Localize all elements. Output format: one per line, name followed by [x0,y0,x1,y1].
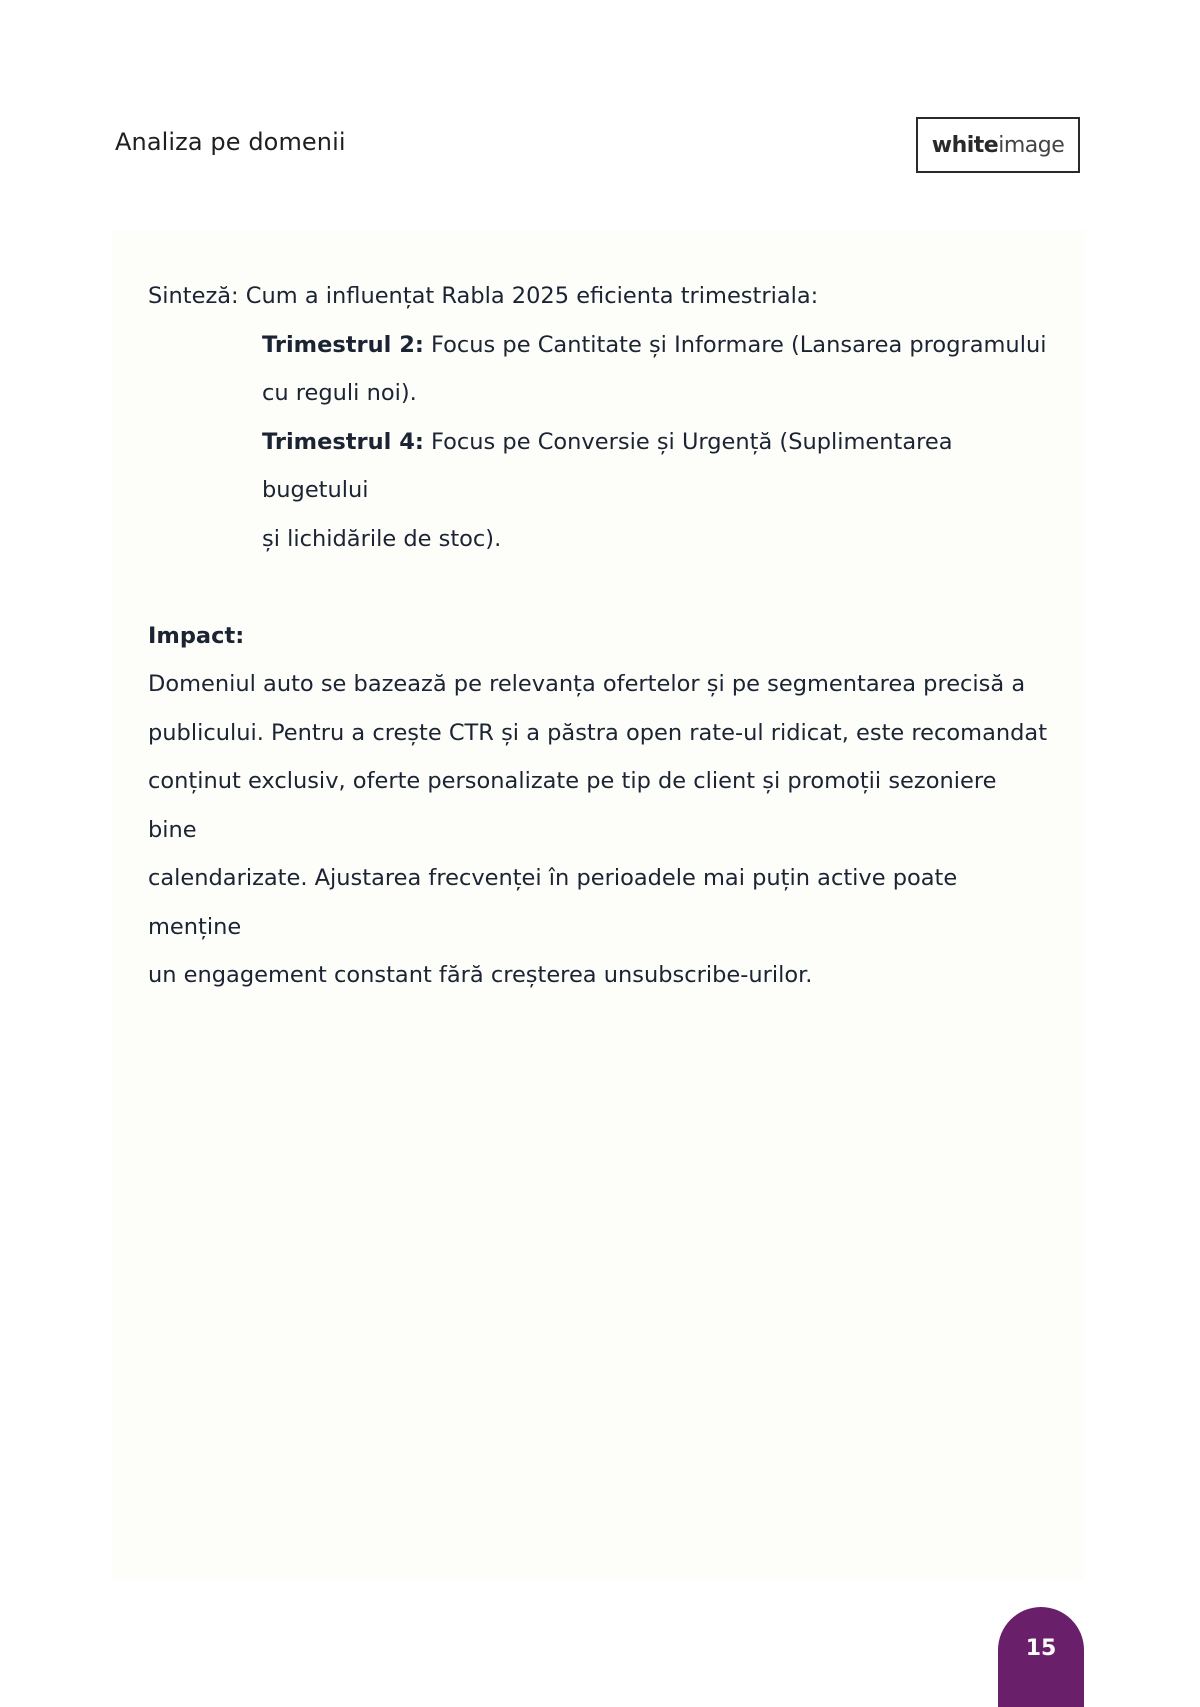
impact-line: conținut exclusiv, oferte personalizate pe tip de client și promoții sezoniere bine [148,768,997,843]
impact-heading: Impact: [148,622,245,649]
impact-line: Domeniul auto se bazează pe relevanța ofertelor și pe segmentarea precisă a [148,671,1026,697]
synthesis-item-label: Trimestrul 2: [262,331,424,358]
synthesis-item-q4-cont: și lichidările de stoc). [262,525,502,552]
page-header-title: Analiza pe domenii [115,128,346,156]
page-number: 15 [1025,1636,1057,1661]
section-spacer [148,563,1048,612]
synthesis-intro: Sinteză: Cum a influențat Rabla 2025 eficienta trimestriala: [148,283,819,309]
synthesis-item-text: Focus pe Cantitate și Informare (Lansarea programului [423,331,1047,358]
whiteimage-logo [916,117,1080,173]
impact-line: publicului. Pentru a crește CTR și a păstra open rate-ul ridicat, este recomandat [148,719,1048,746]
impact-line: un engagement constant fără creșterea unsubscribe-urilor. [148,962,813,988]
page-number-badge [998,1607,1084,1707]
logo-bold-text: white [931,132,999,158]
document-body [148,272,1048,1000]
synthesis-item-text: Focus pe Conversie și Urgență (Suplimentarea bugetului [262,428,953,503]
synthesis-item-q4 [148,418,1048,515]
synthesis-item-label: Trimestrul 4: [262,428,424,455]
impact-line: calendarizate. Ajustarea frecvenței în perioadele mai puțin active poate menține [148,865,958,940]
synthesis-item-q2 [148,321,1048,370]
logo-light-text: image [998,132,1065,158]
synthesis-item-q2-cont: cu reguli noi). [262,380,417,406]
